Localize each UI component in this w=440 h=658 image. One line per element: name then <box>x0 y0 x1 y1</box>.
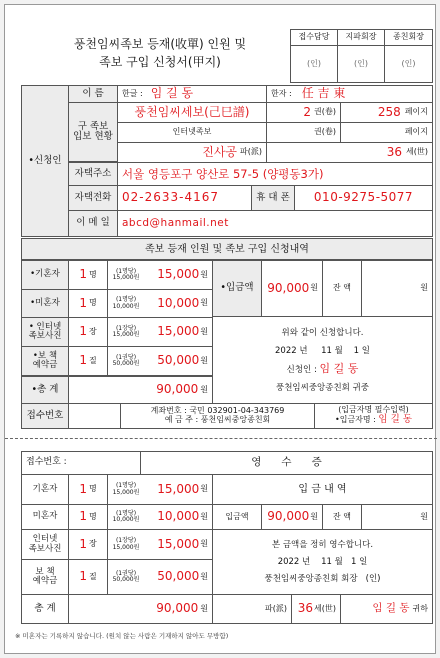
book-volume: 2 <box>303 104 312 119</box>
order-row-count-cell <box>68 289 108 318</box>
receipt-generation: 36 <box>297 601 314 616</box>
order-row-amount: 10,000 <box>157 295 200 310</box>
hanja-name-cell <box>266 85 433 103</box>
book-page-cell <box>340 102 433 123</box>
order-row-note <box>108 260 144 290</box>
cut-line <box>5 438 437 439</box>
order-balance-unit: 원 <box>361 260 433 317</box>
order-total-won: 원 <box>200 384 208 394</box>
order-row-won: 원 <box>200 355 208 365</box>
hangul-name: 임 길 동 <box>150 86 194 101</box>
receipt-date-y-unit: 년 <box>302 556 311 567</box>
hangul-label: 한글 : <box>122 88 143 98</box>
internet-label: 인터넷족보 <box>117 122 267 143</box>
order-row-label: •미혼자 <box>21 289 69 318</box>
receipt-date <box>278 554 368 571</box>
approval-header-staff: 접수담당 <box>290 29 338 46</box>
address-value: 서울 영등포구 양산로 57-5 (양평동3가) <box>117 162 433 186</box>
order-row-unit: 명 <box>88 269 97 279</box>
order-header: 족보 등재 인원 및 족보 구입 신청내역 <box>21 238 433 260</box>
address-label: 자택주소 <box>68 162 118 186</box>
receipt-date-m-unit: 월 <box>334 556 343 567</box>
receipt-deposit-label: 입금액 <box>212 504 262 530</box>
generation-cell <box>266 142 433 163</box>
order-row-unit: 질 <box>88 355 97 365</box>
order-row-note1: (1장당) <box>115 324 137 332</box>
receipt-statement-box <box>212 529 433 595</box>
order-row-count: 1 <box>79 324 87 339</box>
receipt-row-amount: 10,000 <box>157 509 200 524</box>
order-date-m-unit: 월 <box>334 345 343 356</box>
receipt-recipient-name: 임 길 동 <box>372 602 410 615</box>
order-row-note1: (1명당) <box>115 267 137 275</box>
order-balance-label: 잔 액 <box>322 260 362 317</box>
order-addressee: 풍천임씨중앙종친회 귀중 <box>275 382 370 393</box>
order-date <box>275 342 370 360</box>
order-row-label: •기혼자 <box>21 260 69 290</box>
receipt-total: 90,000 <box>156 601 199 616</box>
order-row-count-cell <box>68 346 108 376</box>
order-row-note <box>108 289 144 318</box>
order-total: 90,000 <box>156 382 199 397</box>
hanja-label: 한자 : <box>271 88 292 98</box>
receipt-row-unit: 명 <box>88 511 97 521</box>
receipt-row-label: 미혼자 <box>21 504 69 530</box>
receipt-total-cell <box>68 594 213 624</box>
order-row-amount-cell <box>143 260 213 290</box>
receipt-row-count: 1 <box>79 481 87 496</box>
order-row-label: • 인터넷 족보사진 <box>21 317 69 347</box>
order-row-note2: 15,000원 <box>112 274 140 281</box>
receipt-row-note2: 15,000원 <box>112 488 140 496</box>
order-row-count: 1 <box>79 267 87 282</box>
receipt-balance-unit: 원 <box>361 504 433 530</box>
receipt-row-label: 인터넷 족보사진 <box>21 529 69 560</box>
receipt-row-count: 1 <box>79 569 87 584</box>
order-deposit-label: •입금액 <box>212 260 262 317</box>
order-date-day: 1 <box>353 345 360 356</box>
clan-branch: 진사공 <box>202 144 238 159</box>
receipt-row-note <box>108 504 144 530</box>
receipt-row-count-cell <box>68 559 108 595</box>
book-title: 풍천임씨세보(己巳譜) <box>117 102 267 123</box>
account-info <box>120 403 315 429</box>
approval-seal-branch: (인) <box>337 45 385 83</box>
hanja-name: 任 吉 東 <box>301 86 346 101</box>
account-line2: 예 금 주 : 풍천임씨중앙종친회 <box>164 415 271 424</box>
order-row-amount: 15,000 <box>157 267 200 282</box>
receipt-row-note2: 50,000원 <box>112 576 140 583</box>
receipt-balance-label: 잔 액 <box>322 504 362 530</box>
order-row-unit: 명 <box>88 298 97 308</box>
form-title <box>25 35 295 71</box>
order-statement: 위와 같이 신청합니다. <box>281 327 364 338</box>
receipt-row-note1: (1장당) <box>115 537 137 545</box>
order-row-amount: 50,000 <box>157 353 200 368</box>
order-row-note <box>108 346 144 376</box>
phone-value: 02-2633-4167 <box>117 185 252 211</box>
order-row-label: •보 책 예약금 <box>21 346 69 376</box>
receipt-statement: 본 금액을 정히 영수합니다. <box>271 539 374 550</box>
order-date-d-unit: 일 <box>361 345 370 356</box>
receipt-row-count: 1 <box>79 536 87 551</box>
receipt-row-note1: (1권당) <box>115 569 137 577</box>
receipt-row-amount: 15,000 <box>157 536 200 551</box>
generation: 36 <box>386 144 403 159</box>
book-volume-cell <box>266 102 341 123</box>
receipt-generation-unit: 세(世) <box>314 603 336 613</box>
receipt-row-count-cell <box>68 504 108 530</box>
receipt-row-amount-cell <box>143 504 213 530</box>
branch-unit: 파(派) <box>240 147 262 157</box>
receipt-deposit-cell <box>261 504 323 530</box>
receipt-issuer: 풍천임씨중앙종친회 회장 <box>264 573 358 584</box>
approval-seal-staff: (인) <box>290 45 338 83</box>
receipt-row-note <box>108 559 144 595</box>
depositor-note: (입금자명 필수입력) <box>338 405 409 415</box>
book-page: 258 <box>377 104 401 119</box>
email-value: abcd@hanmail.net <box>117 210 433 237</box>
depositor-name: 임 길 동 <box>378 414 412 426</box>
email-label: 이 메 일 <box>68 210 118 237</box>
receipt-row-note1: (1명당) <box>115 482 137 490</box>
order-row-count-cell <box>68 260 108 290</box>
receipt-row-won: 원 <box>200 571 208 581</box>
approval-header-branch: 지파회장 <box>337 29 385 46</box>
receipt-date-month: 11 <box>321 556 332 567</box>
order-applicant-line <box>287 360 359 379</box>
order-applicant-label: 신청인 : <box>286 364 317 375</box>
order-row-note2: 10,000원 <box>112 302 140 310</box>
receipt-number-label: 접수번호 <box>21 403 69 429</box>
account-line1: 계좌번호 : 국민 032901-04-343769 <box>150 406 285 416</box>
phone-label: 자택전화 <box>68 185 118 211</box>
receipt-row-note <box>108 474 144 505</box>
clan-branch-cell <box>117 142 267 163</box>
receipt-generation-cell <box>291 594 341 624</box>
receipt-row-won: 원 <box>200 511 208 521</box>
order-row-amount-cell <box>143 317 213 347</box>
receipt-row-amount: 15,000 <box>157 481 200 496</box>
receipt-total-won: 원 <box>200 603 208 613</box>
mobile-value: 010-9275-5077 <box>294 185 433 211</box>
receipt-total-label: 총 계 <box>21 594 69 624</box>
receipt-row-note <box>108 529 144 560</box>
receipt-seal: (인) <box>365 573 381 584</box>
order-row-amount: 15,000 <box>157 324 200 339</box>
page-unit: 페이지 <box>404 107 428 117</box>
receipt-row-label: 기혼자 <box>21 474 69 505</box>
receipt-issuer-line <box>265 571 381 588</box>
generation-unit: 세(世) <box>406 147 428 157</box>
applicant-section-label: •신청인 <box>21 85 69 237</box>
order-deposit: 90,000 <box>267 280 310 295</box>
approval-header-chair: 종친회장 <box>384 29 433 46</box>
receipt-number-value[interactable] <box>68 403 121 429</box>
form-title-line2: 족보 구입 신청서(甲지) <box>99 55 221 69</box>
order-total-cell <box>68 376 213 404</box>
order-row-amount-cell <box>143 289 213 318</box>
order-row-note2: 15,000원 <box>112 331 140 338</box>
order-date-y-unit: 년 <box>299 345 308 356</box>
depositor-info <box>314 403 433 429</box>
order-row-count-cell <box>68 317 108 347</box>
receipt-row-count: 1 <box>79 509 87 524</box>
receipt-recipient-suffix: 귀하 <box>412 603 428 613</box>
order-deposit-cell <box>261 260 323 317</box>
internet-volume-unit: 권(卷) <box>266 122 341 143</box>
form-title-line1: 풍천임씨족보 등재(收單) 인원 및 <box>73 37 247 51</box>
application-form <box>4 4 436 654</box>
receipt-row-won: 원 <box>200 484 208 494</box>
order-row-amount-cell <box>143 346 213 376</box>
receipt-row-amount-cell <box>143 559 213 595</box>
receipt-date-d-unit: 일 <box>359 556 368 567</box>
receipt-row-count-cell <box>68 474 108 505</box>
receipt-row-note2: 15,000원 <box>112 543 140 551</box>
receipt-no-cell: 접수번호 : <box>21 451 141 475</box>
footnote: ※ 미혼자는 기록하지 않습니다. (원치 않는 사람은 기재하지 않아도 무방함) <box>15 632 229 640</box>
order-row-note2: 50,000원 <box>112 360 140 367</box>
order-row-won: 원 <box>200 326 208 336</box>
receipt-deposit-won: 원 <box>310 511 318 521</box>
order-total-label: •총 계 <box>21 376 69 404</box>
order-row-note <box>108 317 144 347</box>
receipt-row-amount-cell <box>143 474 213 505</box>
order-date-year: 2022 <box>275 345 297 356</box>
receipt-row-unit: 질 <box>88 571 97 581</box>
order-row-won: 원 <box>200 269 208 279</box>
order-row-count: 1 <box>79 295 87 310</box>
receipt-title: 영 수 증 <box>140 451 433 475</box>
receipt-date-year: 2022 <box>277 556 300 567</box>
receipt-recipient-cell <box>340 594 433 624</box>
receipt-row-label: 보 책 예약금 <box>21 559 69 595</box>
order-row-count: 1 <box>79 353 87 368</box>
volume-unit: 권(卷) <box>314 107 336 117</box>
receipt-row-amount-cell <box>143 529 213 560</box>
approval-seal-chair: (인) <box>384 45 433 83</box>
order-statement-box <box>212 316 433 404</box>
internet-page-unit: 페이지 <box>340 122 433 143</box>
order-deposit-won: 원 <box>310 283 318 293</box>
receipt-branch-cell: 파(派) <box>212 594 292 624</box>
depositor-label: •입금자명 : <box>335 415 376 425</box>
receipt-row-note2: 10,000원 <box>112 516 140 523</box>
receipt-row-note1: (1명당) <box>115 509 137 517</box>
receipt-row-unit: 장 <box>88 539 97 549</box>
name-label: 이 름 <box>68 85 118 103</box>
order-row-won: 원 <box>200 298 208 308</box>
receipt-row-count-cell <box>68 529 108 560</box>
order-row-note1: (1명당) <box>115 296 137 304</box>
hangul-name-cell <box>117 85 267 103</box>
order-date-month: 11 <box>321 345 332 356</box>
receipt-row-unit: 명 <box>88 484 97 494</box>
receipt-deposit: 90,000 <box>267 509 310 524</box>
depositor-line <box>335 415 412 425</box>
order-applicant-name: 임 길 동 <box>319 361 359 375</box>
receipt-detail-header: 입 금 내 역 <box>212 474 433 505</box>
order-row-note1: (1권당) <box>115 353 137 361</box>
order-row-unit: 장 <box>88 326 97 336</box>
receipt-row-amount: 50,000 <box>157 569 200 584</box>
receipt-date-day: 1 <box>350 556 357 567</box>
mobile-label: 휴 대 폰 <box>251 185 295 211</box>
receipt-row-won: 원 <box>200 539 208 549</box>
holding-label: 구 족보 입보 현황 <box>68 102 118 162</box>
